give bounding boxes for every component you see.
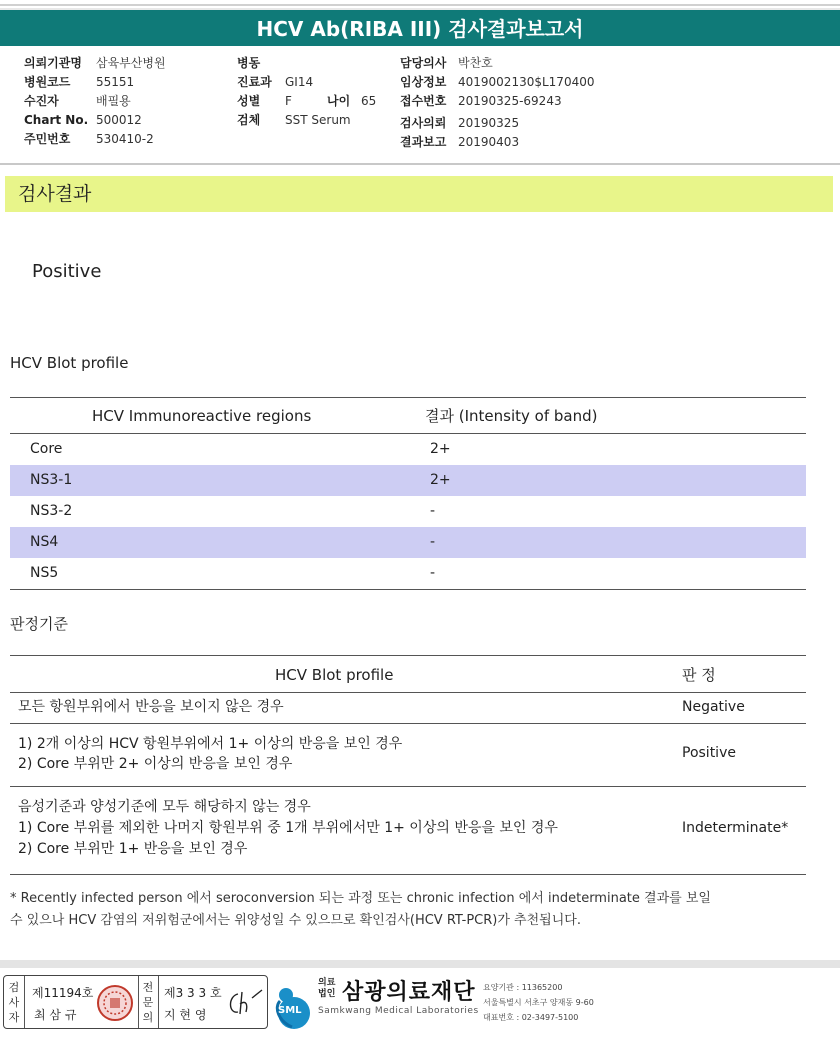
field-value: 20190403 xyxy=(458,135,520,149)
field-hospital-code xyxy=(24,73,166,92)
field-institution xyxy=(24,54,166,73)
criteria-text: 2) Core 부위만 1+ 반응을 보인 경우 xyxy=(18,841,248,857)
header-col2 xyxy=(237,54,376,130)
judgement-cell: Negative xyxy=(682,699,745,715)
region-cell: NS3-2 xyxy=(30,503,73,519)
lab-info-line: 대표번호 : 02-3497-5100 xyxy=(483,1013,579,1022)
region-cell: NS5 xyxy=(30,565,59,581)
field-value: 삼육부산병원 xyxy=(96,56,166,70)
footnote xyxy=(10,888,810,932)
field-label: Chart No. xyxy=(24,113,89,127)
field-clinical-info xyxy=(400,73,594,92)
field-value: F xyxy=(285,94,292,108)
top-rule xyxy=(0,4,840,6)
criteria-title: 판정기준 xyxy=(10,615,68,633)
field-department xyxy=(237,73,376,92)
field-value: 박찬호 xyxy=(458,56,493,70)
signature-box xyxy=(3,975,268,1029)
field-label: 진료과 xyxy=(237,75,272,89)
divider xyxy=(24,976,25,1028)
criteria-text: 1) Core 부위를 제외한 나머지 항원부위 중 1개 부위에서만 1+ 이상의 반응을 보인 경우 xyxy=(18,820,558,836)
table-row xyxy=(10,558,806,589)
field-value: 배필용 xyxy=(96,94,131,108)
signature-icon xyxy=(224,986,264,1020)
field-specimen xyxy=(237,111,376,130)
field-ward xyxy=(237,54,376,73)
field-label: 검사의뢰 xyxy=(400,116,447,130)
field-value: SST Serum xyxy=(285,113,351,127)
criteria-row-indeterminate xyxy=(10,787,806,875)
inspector-license: 제11194호 xyxy=(32,986,94,1000)
blot-table-header xyxy=(10,398,806,434)
result-cell: - xyxy=(430,565,436,581)
lab-info-line: 요양기관 : 11365200 xyxy=(483,983,563,992)
field-label: 담당의사 xyxy=(400,56,447,70)
divider xyxy=(158,976,159,1028)
field-value: 4019002130$L170400 xyxy=(458,75,595,89)
field-receipt-no xyxy=(400,92,594,111)
field-label: 결과보고 xyxy=(400,135,447,149)
criteria-row-positive xyxy=(10,724,806,787)
specialist-license: 제3 3 3 호 xyxy=(164,986,222,1000)
lab-info-line: 서울특별시 서초구 양재동 9-60 xyxy=(483,998,594,1007)
result-cell: 2+ xyxy=(430,472,451,488)
field-chart-no xyxy=(24,111,166,130)
org-english-name: Samkwang Medical Laboratories xyxy=(318,1006,479,1016)
column-header: HCV Immunoreactive regions xyxy=(92,407,312,425)
table-row xyxy=(10,465,806,496)
field-patient xyxy=(24,92,166,111)
column-header: 판 정 xyxy=(682,666,716,684)
column-header: HCV Blot profile xyxy=(275,666,394,684)
org-name: 삼광의료재단 xyxy=(342,980,476,1005)
criteria-text: 모든 항원부위에서 반응을 보이지 않은 경우 xyxy=(18,699,284,715)
blot-title: HCV Blot profile xyxy=(10,354,129,372)
org-prefix: 의료법인 xyxy=(318,978,336,999)
blot-table xyxy=(10,397,806,590)
region-cell: NS3-1 xyxy=(30,472,73,488)
field-request-date xyxy=(400,114,594,133)
criteria-text: 음성기준과 양성기준에 모두 해당하지 않는 경우 xyxy=(18,799,311,815)
specialist-label: 전문의 xyxy=(142,981,154,1024)
judgement-cell: Indeterminate* xyxy=(682,820,789,836)
result-cell: - xyxy=(430,503,436,519)
field-value: 20190325 xyxy=(458,116,520,130)
table-row xyxy=(10,496,806,527)
field-report-date xyxy=(400,133,594,152)
result-value: Positive xyxy=(32,261,102,282)
field-value: 65 xyxy=(361,94,377,108)
field-label: 임상정보 xyxy=(400,75,447,89)
sml-logo-icon xyxy=(272,977,316,1029)
field-value: 55151 xyxy=(96,75,135,89)
field-label: 검체 xyxy=(237,113,261,127)
field-label: 성별 xyxy=(237,94,261,108)
criteria-table-header xyxy=(10,655,806,693)
column-header: 결과 (Intensity of band) xyxy=(425,407,598,425)
criteria-table xyxy=(10,655,806,875)
sml-label: SML xyxy=(278,1005,302,1016)
field-value: 500012 xyxy=(96,113,142,127)
field-value: 20190325-69243 xyxy=(458,94,562,108)
footnote-line: * Recently infected person 에서 seroconversion 되는 과정 또는 chronic infection 에서 indeterminate 결과를 보일 xyxy=(10,891,711,906)
footnote-line: 수 있으나 HCV 감염의 저위험군에서는 위양성일 수 있으므로 확인검사(HCV RT-PCR)가 추천됩니다. xyxy=(10,913,581,928)
table-row xyxy=(10,527,806,558)
specialist-name: 지 현 영 xyxy=(164,1008,207,1022)
field-value: GI14 xyxy=(285,75,314,89)
field-label: 주민번호 xyxy=(24,132,71,146)
field-label: 수진자 xyxy=(24,94,59,108)
result-cell: 2+ xyxy=(430,441,451,457)
criteria-text: 2) Core 부위만 2+ 이상의 반응을 보인 경우 xyxy=(18,756,293,772)
header-col1 xyxy=(24,54,166,149)
report-title: HCV Ab(RIBA III) 검사결과보고서 xyxy=(0,8,840,46)
header-col3 xyxy=(400,54,594,152)
field-label: 병원코드 xyxy=(24,75,71,89)
table-row xyxy=(10,434,806,465)
seal-stamp-icon xyxy=(96,984,134,1022)
field-value: 530410-2 xyxy=(96,132,154,146)
result-cell: - xyxy=(430,534,436,550)
field-resident-no xyxy=(24,130,166,149)
judgement-cell: Positive xyxy=(682,745,736,761)
criteria-text: 1) 2개 이상의 HCV 항원부위에서 1+ 이상의 반응을 보인 경우 xyxy=(18,736,403,752)
header-divider xyxy=(0,163,840,165)
field-label: 병동 xyxy=(237,56,261,70)
region-cell: Core xyxy=(30,441,63,457)
lab-contact-info xyxy=(483,980,594,1025)
inspector-label: 검사자 xyxy=(8,981,20,1024)
field-label: 의뢰기관명 xyxy=(24,56,82,70)
field-doctor xyxy=(400,54,594,73)
section-title: 검사결과 xyxy=(5,176,833,212)
region-cell: NS4 xyxy=(30,534,59,550)
field-sex xyxy=(237,92,376,111)
field-label: 나이 xyxy=(327,94,351,108)
field-label: 접수번호 xyxy=(400,94,447,108)
inspector-name: 최 삼 규 xyxy=(34,1008,77,1022)
criteria-row-negative xyxy=(10,693,806,724)
divider xyxy=(138,976,139,1028)
footer-rule xyxy=(0,960,840,968)
